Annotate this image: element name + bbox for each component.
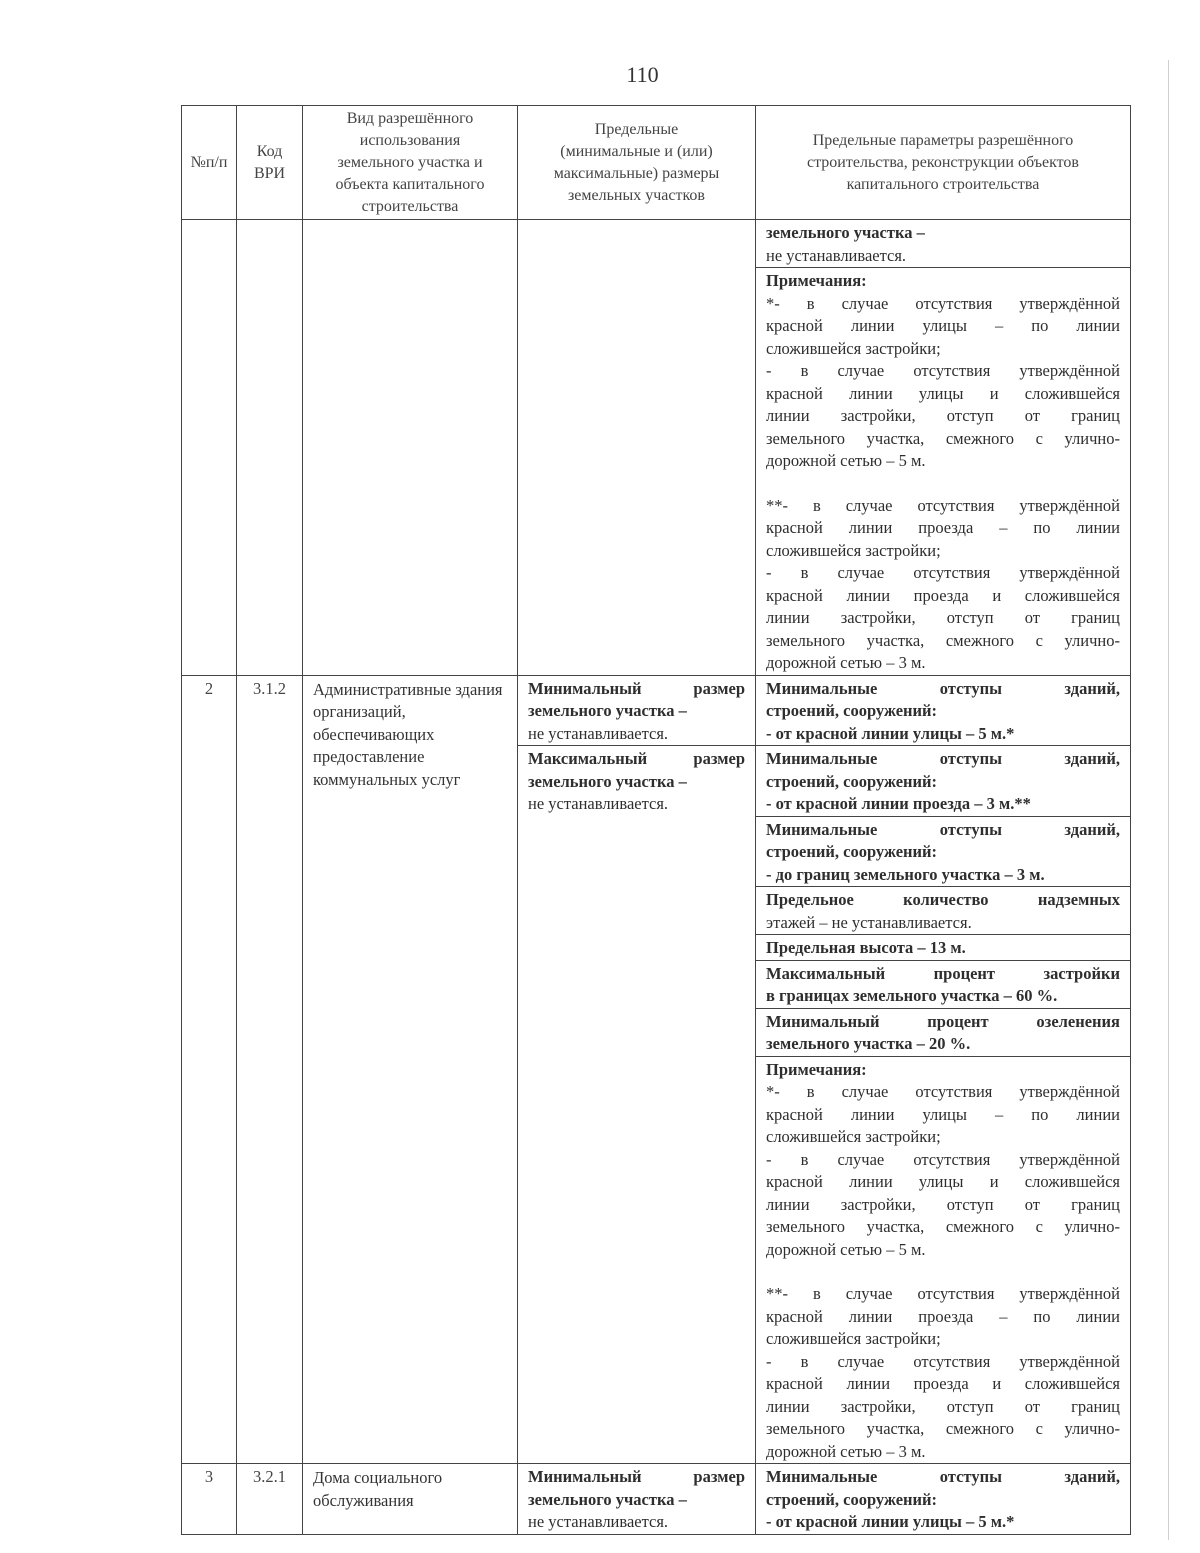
text-line: красной линии улицы и сложившейся — [766, 383, 1120, 403]
cell-use — [302, 220, 517, 675]
header-text: использования — [359, 131, 461, 149]
text-line: Предельное количество надземных — [766, 890, 1120, 909]
text-line: этажей – не устанавливается. — [766, 912, 972, 932]
text-line: красной линии улицы – по линии — [766, 316, 1120, 335]
text-line: Предельная высота – 13 м. — [766, 938, 966, 957]
text-line: - от красной линии проезда – 3 м.** — [766, 794, 1031, 813]
text-line: не устанавливается. — [528, 1512, 669, 1531]
header-text: земельных участков — [567, 186, 705, 204]
notes-block — [756, 267, 1130, 675]
text-line: строений, сооружений: — [766, 1489, 938, 1509]
header-text: (минимальные и (или) — [560, 142, 713, 160]
text-line: красной линии проезда и сложившейся — [766, 585, 1120, 605]
text-line: в границах земельного участка – 60 %. — [766, 986, 1058, 1005]
cell-use — [302, 676, 517, 1464]
header-size — [517, 106, 755, 219]
scan-edge-line — [1168, 60, 1169, 1540]
text-line: не устанавливается. — [528, 794, 669, 813]
cell-code: 3.2.1 — [236, 1464, 302, 1534]
param-tail — [756, 220, 1130, 267]
cell-size — [517, 1464, 755, 1534]
text-line: здания организаций, — [313, 679, 503, 721]
size-min — [518, 1464, 755, 1534]
param-green-percent — [756, 1008, 1130, 1056]
text-line: Административные — [313, 679, 452, 699]
text-line: предоставление — [313, 747, 425, 766]
cell-size — [517, 220, 755, 675]
text-line: земельного участка – 20 %. — [766, 1034, 971, 1053]
text-line: линии застройки, отступ от границ — [766, 608, 1120, 627]
header-text: Предельные параметры разрешённого — [812, 131, 1074, 149]
header-text: максимальные) размеры — [553, 164, 720, 182]
table-row-continued — [182, 219, 1130, 675]
text-line: - от красной линии улицы – 5 м.* — [766, 1512, 1015, 1531]
text-line: дорожной сетью – 5 м. — [766, 1239, 926, 1259]
text-line: Минимальные отступы зданий, — [766, 678, 1120, 698]
text-line: земельного участка, смежного с улично- — [766, 1419, 1120, 1438]
header-text: строительства — [361, 197, 459, 215]
spacer — [766, 473, 1120, 495]
text-line: земельного участка – — [766, 223, 925, 242]
header-text: Предельные — [594, 120, 679, 138]
param-setback-street — [756, 676, 1130, 746]
table-row-3 — [182, 1463, 1130, 1534]
text-line: земельного участка – — [528, 1489, 687, 1509]
text-line: Дома социального — [313, 1468, 443, 1487]
cell-use — [302, 1464, 517, 1534]
text-line: строений, сооружений: — [766, 771, 938, 791]
cell-params — [755, 676, 1130, 1464]
text-line: коммунальных услуг — [313, 769, 461, 789]
param-height — [756, 934, 1130, 960]
text-line: дорожной сетью – 3 м. — [766, 1441, 926, 1461]
text-line: - в случае отсутствия утверждённой — [766, 1351, 1120, 1371]
text-line: Минимальные отступы зданий, — [766, 749, 1120, 768]
text-line: не устанавливается. — [766, 245, 907, 265]
cell-params — [755, 220, 1130, 675]
text-line: *- в случае отсутствия утверждённой — [766, 293, 1120, 313]
text-line: земельного участка, смежного с улично- — [766, 428, 1120, 448]
header-code — [236, 106, 302, 219]
text-line: - до границ земельного участка – 3 м. — [766, 864, 1045, 884]
param-floors — [756, 886, 1130, 934]
cell-code — [236, 220, 302, 675]
text-line: строений, сооружений: — [766, 701, 938, 720]
size-min — [518, 676, 755, 746]
text-line: Минимальный процент озеленения — [766, 1011, 1120, 1031]
notes-title: Примечания: — [766, 271, 867, 290]
text-line: земельного участка – — [528, 701, 687, 720]
cell-size — [517, 676, 755, 1464]
text-line: земельного участка, смежного с улично- — [766, 1217, 1120, 1236]
header-text: капитального строительства — [846, 175, 1040, 193]
text-line: Минимальные отступы зданий, — [766, 1467, 1120, 1486]
text-line: обеспечивающих — [313, 724, 435, 744]
header-text: Вид разрешённого — [346, 109, 474, 127]
text-line: земельного участка – — [528, 771, 687, 791]
text-line: обслуживания — [313, 1490, 414, 1510]
table-row-2 — [182, 675, 1130, 1464]
text-line: - от красной линии улицы – 5 м.* — [766, 723, 1015, 743]
header-num — [182, 106, 236, 219]
text-line: дорожной сетью – 3 м. — [766, 653, 926, 672]
spacer — [766, 1261, 1120, 1283]
param-setback-driveway — [756, 745, 1130, 816]
text-line: Максимальный размер — [528, 749, 745, 768]
text-line: *- в случае отсутствия утверждённой — [766, 1082, 1120, 1101]
notes-block — [756, 1056, 1130, 1464]
text-line: **- в случае отсутствия утверждённой — [766, 1284, 1120, 1303]
table-header-row — [182, 106, 1130, 219]
text-line: красной линии улицы – по линии — [766, 1104, 1120, 1124]
text-line: дорожной сетью – 5 м. — [766, 451, 926, 470]
text-line: Минимальные отступы зданий, — [766, 819, 1120, 839]
text-line: Минимальный размер — [528, 678, 745, 698]
text-line: красной линии проезда и сложившейся — [766, 1374, 1120, 1393]
text-line: не устанавливается. — [528, 723, 669, 743]
text-line: сложившейся застройки; — [766, 1127, 941, 1146]
header-text: п/п — [205, 153, 228, 171]
param-building-percent — [756, 960, 1130, 1008]
header-text: строительства, реконструкции объектов — [807, 153, 1079, 171]
text-line: линии застройки, отступ от границ — [766, 1396, 1120, 1416]
text-line: сложившейся застройки; — [766, 1329, 941, 1348]
param-setback-street — [756, 1464, 1130, 1534]
header-text: земельного участка и — [337, 153, 483, 171]
header-text: ВРИ — [253, 164, 286, 182]
text-line: линии застройки, отступ от границ — [766, 406, 1120, 425]
header-text: № — [190, 153, 206, 171]
text-line: сложившейся застройки; — [766, 540, 941, 560]
text-line: Минимальный размер — [528, 1467, 745, 1486]
regulations-table — [181, 105, 1131, 1535]
text-line: - в случае отсутствия утверждённой — [766, 563, 1120, 582]
header-text: объекта капитального — [335, 175, 485, 193]
text-line: **- в случае отсутствия утверждённой — [766, 495, 1120, 515]
cell-num: 3 — [204, 1467, 214, 1486]
cell-num: 2 — [204, 678, 214, 698]
text-line: Максимальный процент застройки — [766, 963, 1120, 983]
text-line: - в случае отсутствия утверждённой — [766, 361, 1120, 380]
text-line: красной линии проезда – по линии — [766, 518, 1120, 537]
notes-title: Примечания: — [766, 1059, 867, 1079]
text-line: земельного участка, смежного с улично- — [766, 630, 1120, 650]
header-text: Код — [256, 142, 283, 160]
header-params — [755, 106, 1130, 219]
text-line: красной линии улицы и сложившейся — [766, 1172, 1120, 1191]
cell-code: 3.1.2 — [236, 676, 302, 1464]
text-line: линии застройки, отступ от границ — [766, 1194, 1120, 1214]
text-line: - в случае отсутствия утверждённой — [766, 1149, 1120, 1169]
cell-num — [182, 220, 236, 675]
text-line: строений, сооружений: — [766, 842, 938, 861]
param-setback-boundary — [756, 816, 1130, 887]
size-max — [518, 745, 755, 816]
cell-params — [755, 1464, 1130, 1534]
text-line: красной линии проезда – по линии — [766, 1306, 1120, 1326]
header-use — [302, 106, 517, 219]
text-line: сложившейся застройки; — [766, 338, 941, 358]
page-number: 110 — [626, 62, 659, 87]
